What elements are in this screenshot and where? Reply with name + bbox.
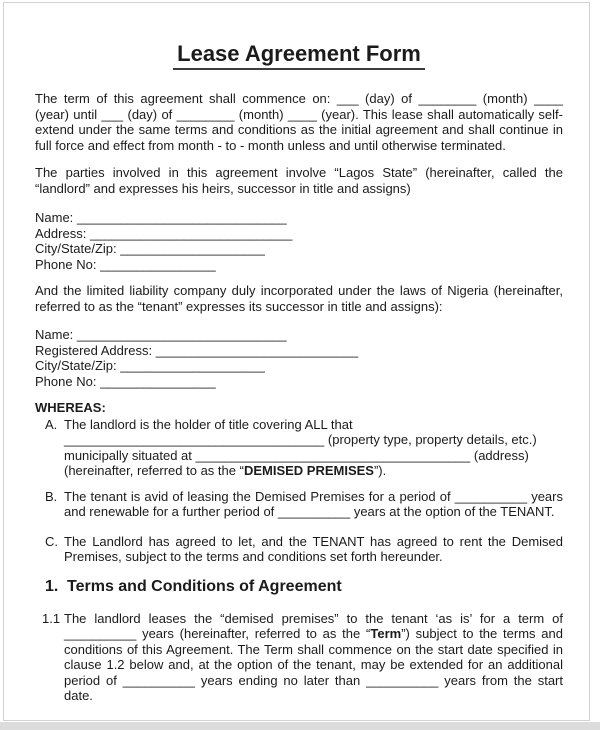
property-details-caption: (property type, property details, etc.) <box>324 432 537 447</box>
title-container <box>35 41 563 70</box>
field-blank: ________________ <box>100 256 216 272</box>
page-edge-shadow <box>0 722 600 730</box>
demised-premises-term: DEMISED PREMISES <box>243 463 374 478</box>
document-page <box>3 2 590 721</box>
field-blank: _____________________________ <box>76 210 287 225</box>
field-blank: ____________________________ <box>89 225 293 241</box>
field-label: Name: <box>35 210 74 225</box>
field-label: Name: <box>35 327 74 342</box>
clause-1-1 <box>42 611 563 704</box>
item-body <box>64 417 563 479</box>
item-a-line4 <box>64 463 563 479</box>
section-title: Terms and Conditions of Agreement <box>67 577 342 595</box>
hereinafter-text: (hereinafter, referred to as the “ <box>64 463 244 478</box>
field-blank: ____________________________ <box>155 342 359 358</box>
clause-text: The landlord leases the “demised premises” to the tenant ‘as is’ for a term of __________ years (hereinafter, referred to as the “ <box>64 610 563 641</box>
field-blank: ____________________ <box>120 358 265 373</box>
tenant-city-state-zip-field <box>35 358 563 374</box>
field-label: Phone No: <box>35 256 97 272</box>
landlord-phone-field <box>35 257 563 273</box>
address-blank: ______________________________________ <box>195 447 471 463</box>
item-body: The tenant is avid of leasing the Demised Premises for a period of __________ years and renewable for a further period of __________ years at the option of the TENANT. <box>64 488 563 519</box>
landlord-city-state-zip-field <box>35 241 563 257</box>
whereas-item-b <box>45 489 563 520</box>
field-label: Registered Address: <box>35 342 153 358</box>
item-a-line3 <box>64 448 563 464</box>
landlord-address-field <box>35 226 563 242</box>
item-body: The Landlord has agreed to let, and the TENANT has agreed to rent the Demised Premises, subject to the terms and conditions set forth hereunder. <box>64 533 563 564</box>
item-a-line2 <box>64 432 563 448</box>
parties-paragraph: The parties involved in this agreement involve “Lagos State” (hereinafter, called the “landlord” and expresses his heirs, successor in title and assigns) <box>35 165 563 196</box>
tenant-name-field <box>35 327 563 343</box>
whereas-heading: WHEREAS: <box>35 400 106 415</box>
field-label: Address: <box>35 225 87 241</box>
clause-text-end: ”) subject to the terms and conditions of this Agreement. The Term shall commence on the start date specified in clause 1.2 below and, at the option of the tenant, may be extended for an additional period of __________ years ending no later than __________ years from the start date. <box>64 626 563 703</box>
whereas-item-c <box>45 534 563 565</box>
landlord-name-field <box>35 210 563 226</box>
tenant-phone-field <box>35 374 563 390</box>
section-number: 1. <box>45 577 59 595</box>
field-label: City/State/Zip: <box>35 241 117 256</box>
whereas-item-a <box>45 417 563 479</box>
field-blank: ________________ <box>100 373 216 389</box>
document-content <box>4 3 589 704</box>
field-label: Phone No: <box>35 373 97 389</box>
tenant-registered-address-field <box>35 343 563 359</box>
property-details-blank: ____________________________________ <box>64 432 325 447</box>
item-marker: A. <box>45 416 58 432</box>
field-label: City/State/Zip: <box>35 358 117 373</box>
clause-body <box>64 611 563 704</box>
document-title: Lease Agreement Form <box>173 41 425 70</box>
tenant-intro-paragraph: And the limited liability company duly incorporated under the laws of Nigeria (hereinafter, referred to as the “tenant” expresses its successor in title and assigns): <box>35 283 563 314</box>
landlord-fields <box>35 210 563 272</box>
terms-and-conditions-heading <box>45 577 563 611</box>
address-caption: (address) <box>470 447 529 463</box>
clause-number: 1.1 <box>42 610 61 626</box>
field-blank: ____________________ <box>120 241 265 256</box>
term-commencement-paragraph: The term of this agreement shall commence on: ___ (day) of ________ (month) ____ (year) until ___ (day) of ________ (month) ____ (year). This lease shall automatically self-extend under the same terms and conditions as the initial agreement and shall continue in full force and effect from month - to - month unless and until otherwise terminated. <box>35 91 563 153</box>
item-marker: B. <box>45 488 58 504</box>
tenant-fields <box>35 327 563 389</box>
item-a-line1: The landlord is the holder of title covering ALL that <box>64 416 353 432</box>
situated-at-text: municipally situated at <box>64 447 196 463</box>
field-blank: _____________________________ <box>76 327 287 342</box>
item-marker: C. <box>45 533 58 549</box>
hereinafter-text-end: ”). <box>373 463 387 478</box>
term-keyword: Term <box>370 626 402 641</box>
